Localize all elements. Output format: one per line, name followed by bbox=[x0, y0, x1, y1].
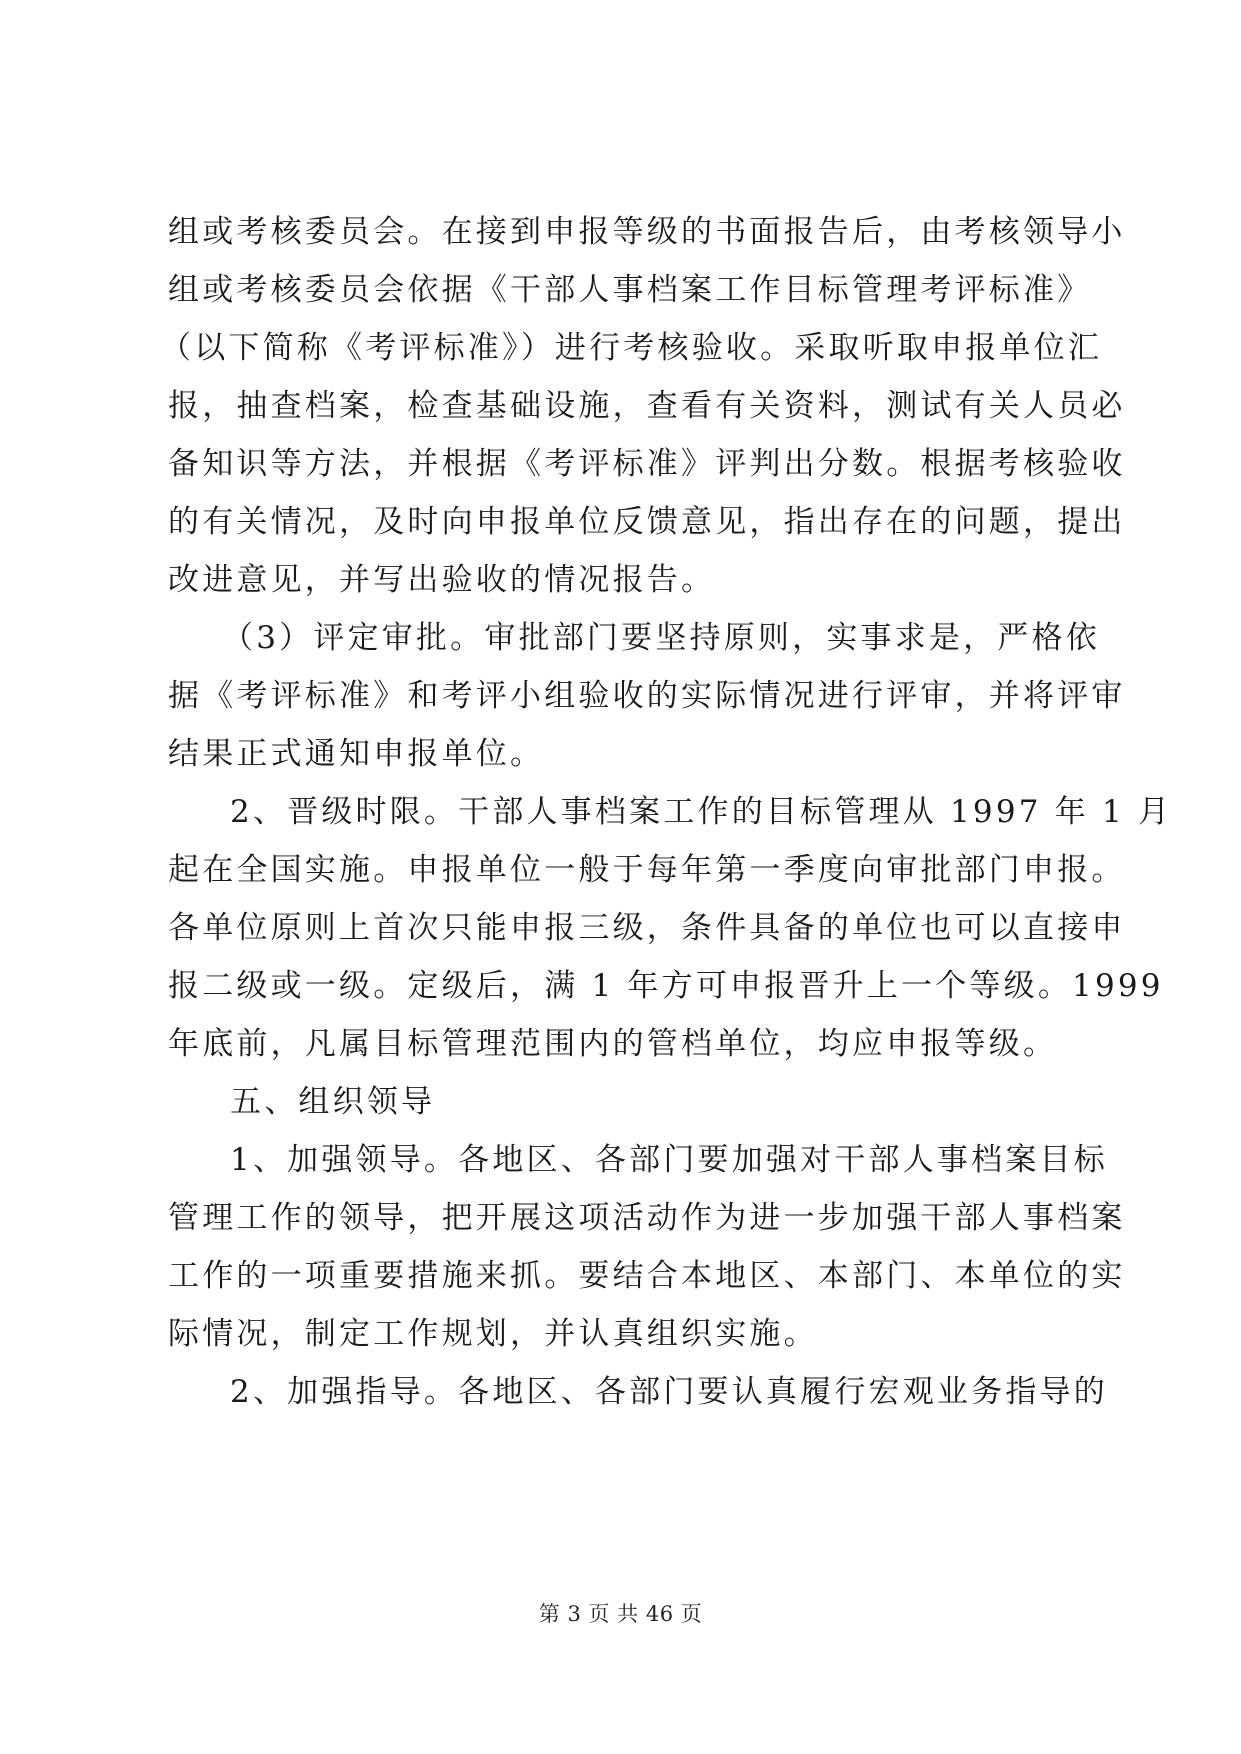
body-text-line: 起在全国实施。申报单位一般于每年第一季度向审批部门申报。 bbox=[168, 852, 1126, 888]
body-text-line: 年底前，凡属目标管理范围内的管档单位，均应申报等级。 bbox=[168, 1026, 1058, 1062]
body-text-line: 组或考核委员会依据《干部人事档案工作目标管理考评标准》 bbox=[168, 272, 1092, 308]
body-text-line: 2、加强指导。各地区、各部门要认真履行宏观业务指导的 bbox=[230, 1374, 1108, 1410]
body-text-line: 际情况，制定工作规划，并认真组织实施。 bbox=[168, 1316, 818, 1352]
body-text-line: 的有关情况，及时向申报单位反馈意见，指出存在的问题，提出 bbox=[168, 504, 1126, 540]
body-text-line: 据《考评标准》和考评小组验收的实际情况进行评审，并将评审 bbox=[168, 678, 1126, 714]
body-text-line: （3）评定审批。审批部门要坚持原则，实事求是，严格依 bbox=[222, 620, 1100, 656]
body-text-line: 改进意见，并写出验收的情况报告。 bbox=[168, 562, 716, 598]
body-text-line: 结果正式通知申报单位。 bbox=[168, 736, 545, 772]
body-text-line: 管理工作的领导，把开展这项活动作为进一步加强干部人事档案 bbox=[168, 1200, 1126, 1236]
body-text-line: 组或考核委员会。在接到申报等级的书面报告后，由考核领导小 bbox=[168, 214, 1126, 250]
body-text-line: 报，抽查档案，检查基础设施，查看有关资料，测试有关人员必 bbox=[168, 388, 1126, 424]
body-text-line: 2、晋级时限。干部人事档案工作的目标管理从 1997 年 1 月 bbox=[230, 794, 1173, 830]
body-text-line: 备知识等方法，并根据《考评标准》评判出分数。根据考核验收 bbox=[168, 446, 1126, 482]
body-text-line: （以下简称《考评标准》）进行考核验收。采取听取申报单位汇 bbox=[160, 330, 1103, 366]
page-number-footer: 第 3 页 共 46 页 bbox=[538, 1602, 703, 1626]
body-text-line: 各单位原则上首次只能申报三级，条件具备的单位也可以直接申 bbox=[168, 910, 1126, 946]
body-text-line: 报二级或一级。定级后，满 1 年方可申报晋升上一个等级。1999 bbox=[168, 968, 1164, 1004]
section-heading: 五、组织领导 bbox=[230, 1084, 436, 1120]
body-text-line: 1、加强领导。各地区、各部门要加强对干部人事档案目标 bbox=[230, 1142, 1108, 1178]
body-text-line: 工作的一项重要措施来抓。要结合本地区、本部门、本单位的实 bbox=[168, 1258, 1126, 1294]
